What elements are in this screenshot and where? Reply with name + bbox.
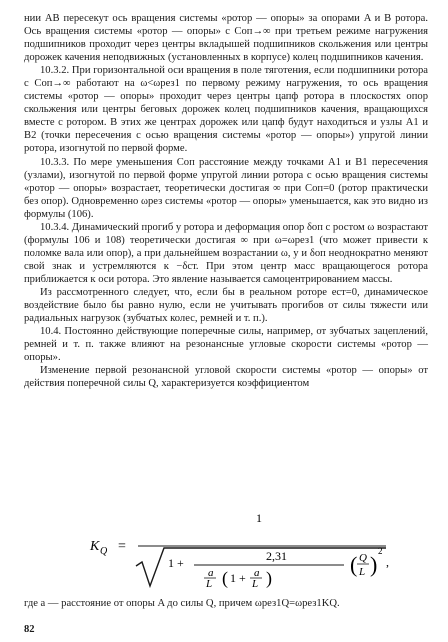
paragraph-10-3-4: 10.3.4. Динамический прогиб y ротора и деформация опор δоп с ростом ω возрастают (формулы 106 и 108) теоретически достигая ∞ при ω=ωрез1 (что может привести к поломке вала или опор), а при дальнейшем возрастании ω, y и δоп неоднократно меняют свой знак и устремляются к −δст. При этом центр масс вращающегося ротора приближается к оси ротора. Это явление называется самоцентрированием массы. bbox=[24, 221, 428, 285]
paragraph: нии AB пересекут ось вращения системы «ротор — опоры» за опорами A и B ротора. Ось вращения системы «ротор — опоры» с Cоп→∞ при третьем режиме нагружения подшипников проходит через центры вкладышей подшипников скольжения или центры дорожек качения неподвижных (установленных в корпусе) колец подшипников качения. bbox=[24, 13, 428, 64]
formula-numerator: 1 bbox=[256, 511, 262, 525]
page-number: 82 bbox=[24, 624, 35, 635]
formula-inner-one-plus: 1 + bbox=[230, 571, 246, 585]
formula-equals: = bbox=[118, 539, 126, 554]
formula-lhs-subscript: Q bbox=[100, 546, 108, 557]
paragraph-coefficient-intro: Изменение первой резонансной угловой скорости системы «ротор — опоры» от действия поперечной силы Q, характеризуется коэффициентом bbox=[24, 365, 428, 390]
formula-coefficient: 2,31 bbox=[266, 549, 287, 563]
formula-q-close-paren: ) bbox=[370, 552, 378, 577]
paragraph-10-3-2: 10.3.2. При горизонтальной оси вращения в поле тяготения, если подшипники ротора с Cоп→∞ работают на ω<ωрез1 по первому режиму нагружения, то ось вращения системы «ротор — опоры» проходит через центры цапф ротора в плоскостях опор скольжения или центры беговых дорожек колец подшипников качения, вращающихся вместе с ротором. В этих же центрах дорожек или цапф будут находиться и узлы A1 и B2 (точки пересечения с осью вращения системы «ротор — опоры») упругой линии ротора, изогнутой по первой форме. bbox=[24, 65, 428, 155]
formula-q-open-paren: ( bbox=[350, 552, 358, 577]
paragraph-10-3-3: 10.3.3. По мере уменьшения Cоп расстояние между точками A1 и B1 пересечения (узлами), изогнутой по первой форме упругой линии ротора с осью вращения системы «ротор — опоры» возрастает, теоретически достигая ∞ при Cоп=0 (ротор практически без опор). Одновременно ωрез системы «ротор — опоры» уменьшается, как это видно из формулы (106). bbox=[24, 156, 428, 220]
formula-Q: Q bbox=[359, 552, 367, 564]
formula-lhs: K bbox=[90, 539, 100, 554]
formula-exponent: 2 bbox=[378, 546, 383, 556]
formula-Q-L: L bbox=[359, 566, 366, 578]
formula-comma: , bbox=[386, 555, 389, 569]
formula-inner-L: L bbox=[252, 578, 259, 588]
formula-a: a bbox=[208, 567, 214, 579]
coefficient-formula bbox=[24, 508, 428, 588]
body-text bbox=[24, 12, 428, 390]
formula-close-paren: ) bbox=[266, 568, 272, 588]
formula-open-paren: ( bbox=[222, 568, 228, 588]
formula-L: L bbox=[206, 578, 213, 588]
paragraph-10-4: 10.4. Постоянно действующие поперечные силы, например, от зубчатых зацеплений, ремней и т. п. также влияют на резонансные угловые скорости системы «ротор — опоры». bbox=[24, 326, 428, 364]
paragraph-conclusion: Из рассмотренного следует, что, если бы в реальном роторе eст=0, динамическое воздействие было бы равно нулю, если не учитывать прогибов от силы тяжести или радиальных нагрузок (зубчатых колес, ремней и т. п.). bbox=[24, 286, 428, 325]
formula-inner-a: a bbox=[254, 567, 260, 579]
formula-one-plus: 1 + bbox=[168, 556, 184, 570]
formula-explanation: где a — расстояние от опоры A до силы Q, причем ωрез1Q=ωрез1KQ. bbox=[24, 598, 340, 609]
